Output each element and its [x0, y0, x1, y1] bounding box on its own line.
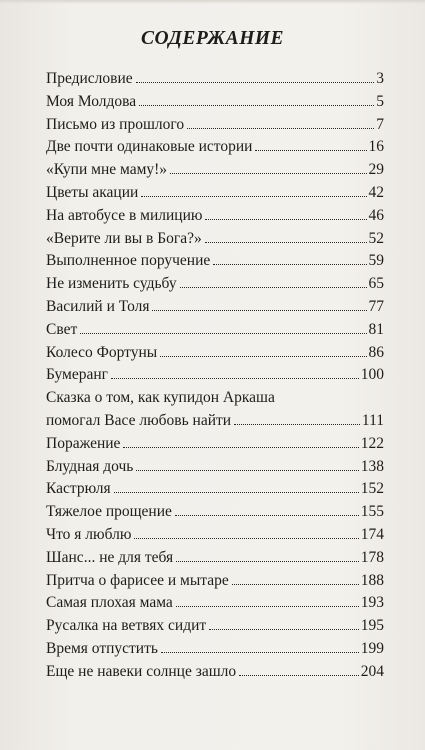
toc-entry-title: Блудная дочь — [46, 457, 134, 475]
toc-entry-title: Время отпустить — [46, 639, 158, 657]
toc-entry-title: Не изменить судьбу — [46, 275, 177, 293]
toc-entry[interactable] — [46, 433, 384, 456]
toc-entry-title: Сказка о том, как купидон Аркаша — [46, 389, 275, 407]
toc-entry[interactable] — [46, 638, 384, 661]
toc-entry[interactable] — [46, 228, 384, 251]
toc-entry-title: «Купи мне маму!» — [46, 161, 168, 179]
toc-entry-title: Еще не навеки солнце зашло — [46, 662, 237, 680]
toc-entry-title: Кастрюля — [46, 480, 111, 498]
toc-entry-title: Предисловие — [46, 70, 133, 87]
toc-entry-title-cont: помогал Васе любовь найти — [46, 411, 232, 429]
toc-entry-page: 59 — [368, 252, 384, 270]
toc-entry[interactable] — [46, 68, 384, 91]
toc-entry[interactable] — [46, 342, 384, 365]
dot-leader — [161, 652, 359, 653]
toc-entry-title: Цветы акации — [46, 183, 139, 201]
toc-entry[interactable] — [46, 387, 384, 410]
toc-entry-title: Самая плохая мама — [46, 594, 173, 612]
toc-entry-page: 155 — [360, 503, 384, 521]
toc-entry-page: 188 — [360, 571, 384, 589]
toc-entry[interactable] — [46, 456, 384, 479]
page-title: СОДЕРЖАНИЕ — [140, 28, 285, 49]
dot-leader — [152, 310, 366, 311]
dot-leader — [176, 561, 359, 562]
toc-entry[interactable] — [46, 182, 384, 205]
dot-leader — [239, 675, 359, 676]
dot-leader — [170, 173, 366, 174]
dot-leader — [136, 82, 375, 83]
toc-entry-title: Что я люблю — [46, 525, 132, 543]
dot-leader — [111, 378, 359, 379]
dot-leader — [136, 470, 358, 471]
toc-entry-page: 174 — [360, 525, 384, 543]
toc-entry-title: На автобусе в милицию — [46, 206, 203, 224]
toc-entry-page: 100 — [360, 366, 384, 384]
toc-entry-title: Две почти одинаковые истории — [46, 138, 253, 156]
dot-leader — [123, 447, 358, 448]
toc-entry[interactable] — [46, 91, 384, 114]
toc-entry-title: Моя Молдова — [46, 92, 137, 110]
toc-entry-page: 122 — [360, 434, 384, 452]
dot-leader — [187, 128, 374, 129]
toc-entry-title: Свет — [46, 320, 78, 338]
toc-entry-page: 5 — [376, 92, 384, 110]
toc-entry[interactable] — [46, 661, 384, 684]
toc-entry[interactable] — [46, 615, 384, 638]
toc-entry-page: 199 — [360, 639, 384, 657]
toc-entry[interactable] — [46, 205, 384, 228]
toc-entry-title: Василий и Толя — [46, 297, 150, 315]
dot-leader — [160, 356, 366, 357]
toc-entry-page: 29 — [368, 161, 384, 179]
toc-entry-page: 3 — [376, 70, 384, 87]
toc-entry[interactable] — [46, 524, 384, 547]
page-top-shadow — [0, 0, 425, 4]
dot-leader — [141, 196, 366, 197]
toc-entry-page: 46 — [368, 206, 384, 224]
toc-entry[interactable] — [46, 570, 384, 593]
toc-entry[interactable] — [46, 478, 384, 501]
toc-entry[interactable] — [46, 159, 384, 182]
dot-leader — [255, 150, 366, 151]
table-of-contents — [46, 68, 384, 684]
dot-leader — [209, 629, 359, 630]
toc-entry-page: 7 — [376, 115, 384, 133]
toc-entry-page: 195 — [360, 617, 384, 635]
toc-entry-page: 65 — [368, 275, 384, 293]
dot-leader — [180, 287, 367, 288]
toc-entry[interactable] — [46, 319, 384, 342]
toc-entry-page: 77 — [368, 297, 384, 315]
dot-leader — [234, 424, 360, 425]
toc-entry-page: 111 — [361, 411, 384, 429]
dot-leader — [232, 584, 359, 585]
toc-entry-page: 152 — [360, 480, 384, 498]
dot-leader — [139, 105, 374, 106]
toc-entry-page: 204 — [360, 662, 384, 680]
toc-entry[interactable] — [46, 250, 384, 273]
toc-entry-page: 81 — [368, 320, 384, 338]
toc-entry[interactable] — [46, 547, 384, 570]
toc-entry-page: 193 — [360, 594, 384, 612]
toc-entry[interactable] — [46, 114, 384, 137]
toc-entry-page: 16 — [368, 138, 384, 156]
toc-entry-title: Бумеранг — [46, 366, 109, 384]
toc-entry[interactable] — [46, 296, 384, 319]
toc-entry-page: 178 — [360, 548, 384, 566]
toc-entry-title: Выполненное поручение — [46, 252, 211, 270]
toc-entry[interactable] — [46, 273, 384, 296]
toc-entry-title: Письмо из прошлого — [46, 115, 185, 133]
toc-entry-title: Поражение — [46, 434, 121, 452]
toc-entry-title: Шанс... не для тебя — [46, 548, 174, 566]
toc-entry-page: 138 — [360, 457, 384, 475]
dot-leader — [114, 492, 359, 493]
toc-entry-title: Русалка на ветвях сидит — [46, 617, 207, 635]
toc-entry-title: Притча о фарисее и мытаре — [46, 571, 229, 589]
toc-entry[interactable] — [46, 501, 384, 524]
toc-entry-title: Тяжелое прощение — [46, 503, 172, 521]
dot-leader — [176, 606, 359, 607]
dot-leader — [213, 264, 366, 265]
dot-leader — [205, 242, 367, 243]
toc-entry-title: «Верите ли вы в Бога?» — [46, 229, 202, 247]
toc-entry-page: 52 — [368, 229, 384, 247]
toc-entry-page: 86 — [368, 343, 384, 361]
toc-entry-page: 42 — [368, 183, 384, 201]
dot-leader — [205, 219, 366, 220]
dot-leader — [175, 515, 359, 516]
toc-entry[interactable] — [46, 592, 384, 615]
toc-entry[interactable] — [46, 136, 384, 159]
toc-entry-title: Колесо Фортуны — [46, 343, 158, 361]
toc-entry-continued[interactable] — [46, 410, 384, 433]
dot-leader — [134, 538, 358, 539]
dot-leader — [80, 333, 366, 334]
toc-entry[interactable] — [46, 364, 384, 387]
